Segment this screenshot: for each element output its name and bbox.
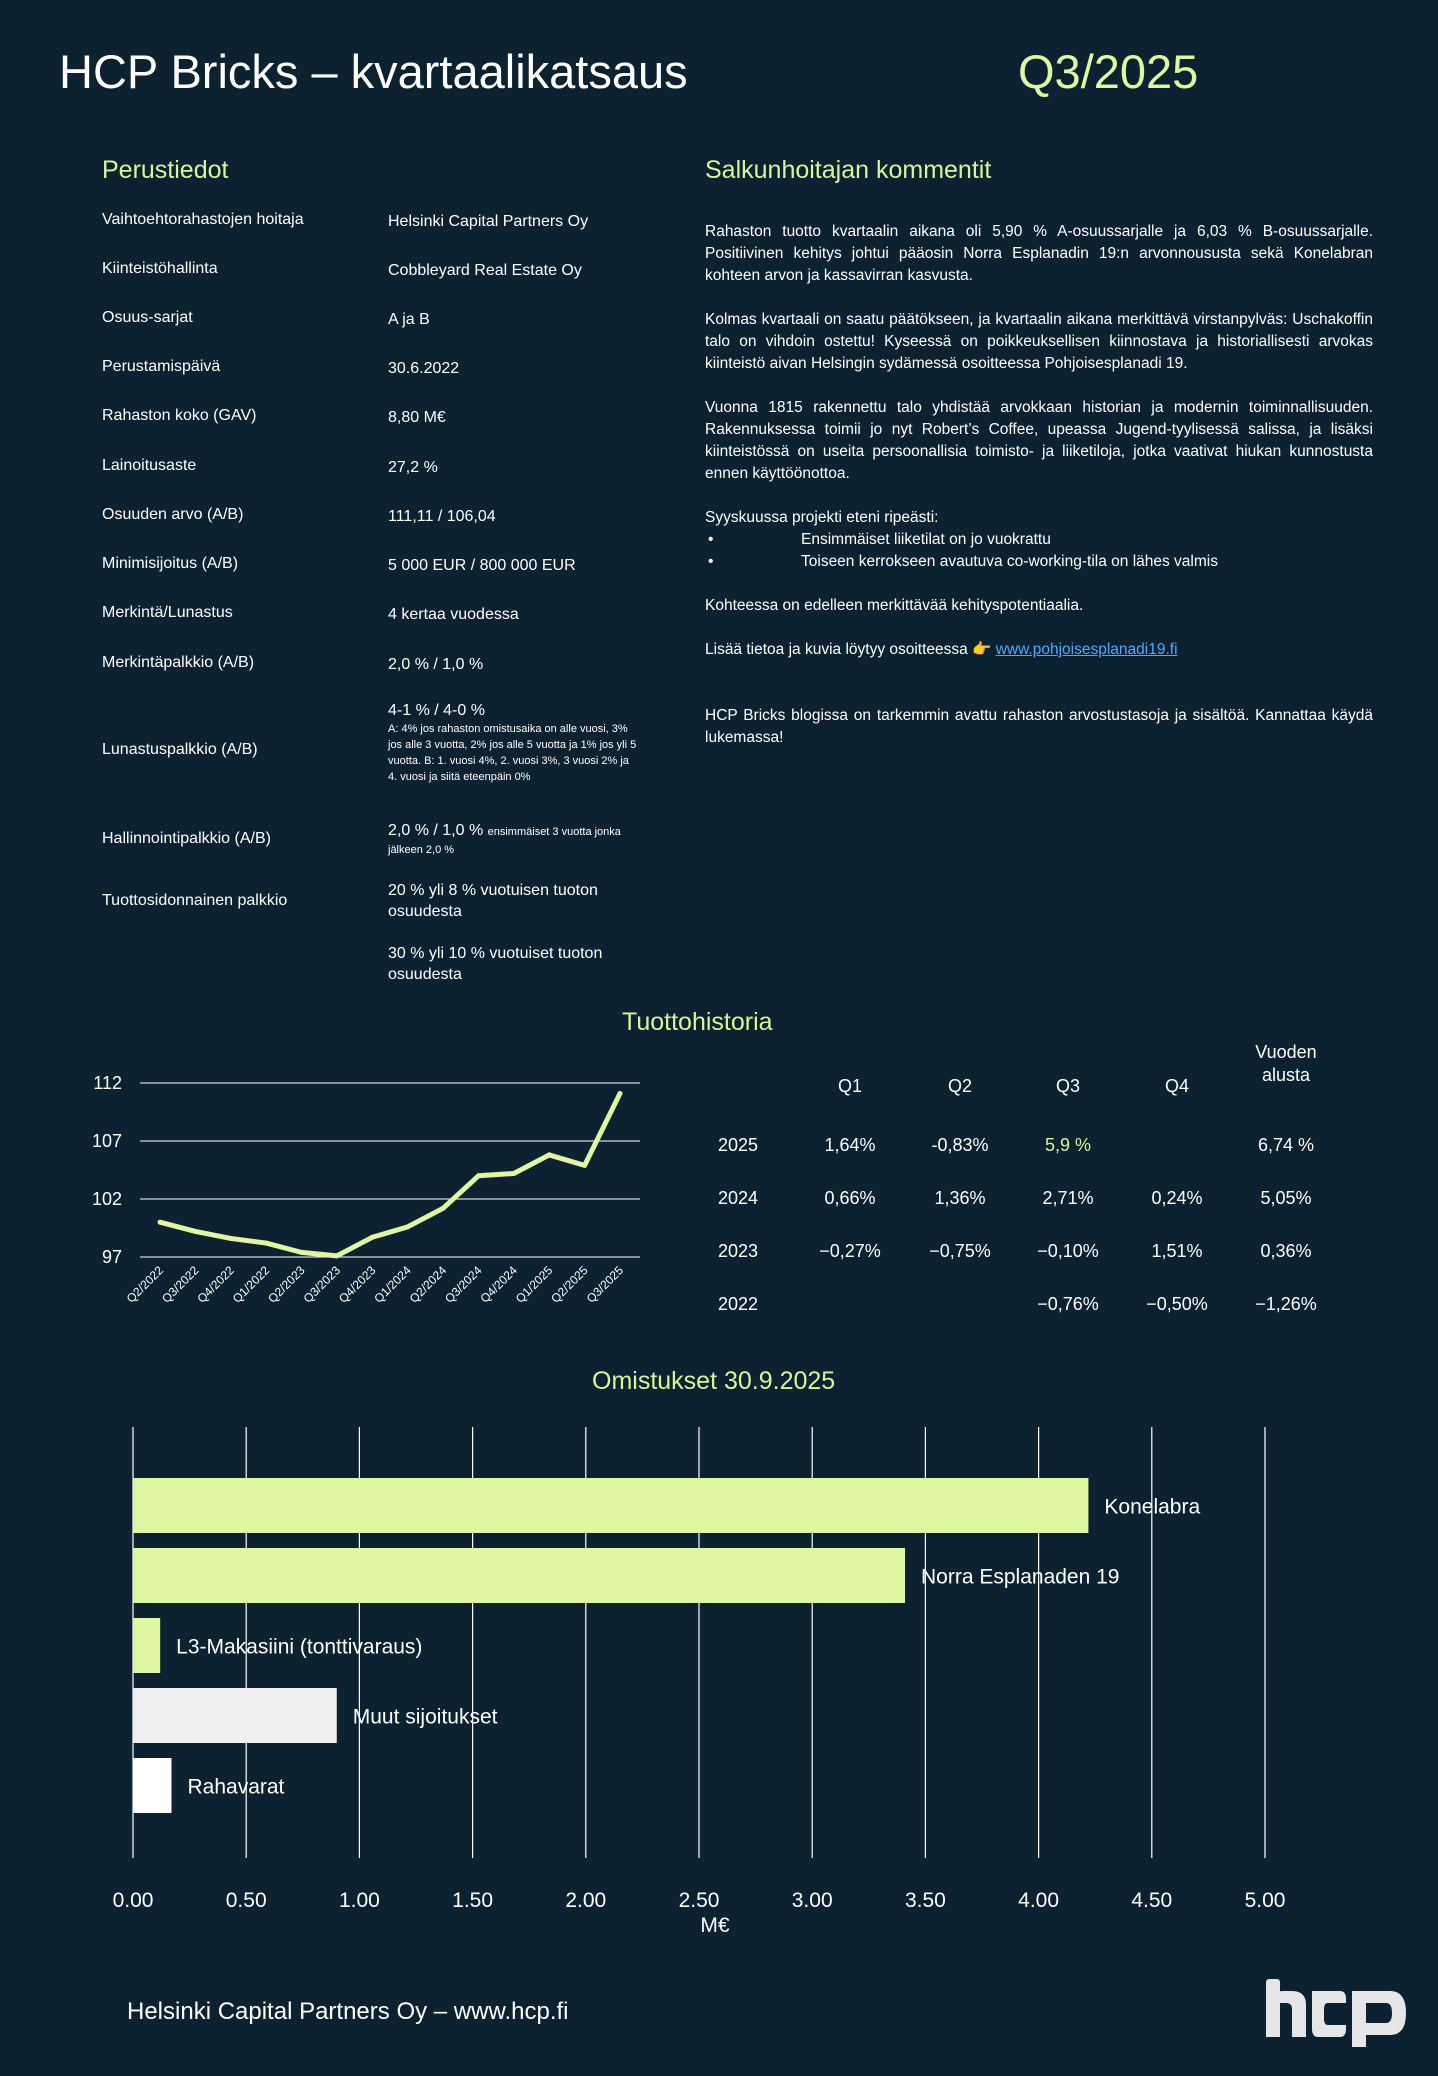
- info-value: 111,11 / 106,04: [388, 508, 496, 525]
- x-tick-label: Q3/2024: [442, 1263, 485, 1306]
- holding-bar: [133, 1618, 160, 1673]
- table-row-year: 2023: [718, 1241, 759, 1261]
- x-tick-label: 0.50: [225, 1889, 267, 1912]
- info-label: Tuottosidonnainen palkkio: [102, 892, 288, 909]
- x-tick-label: Q2/2022: [123, 1263, 167, 1306]
- footer-text: Helsinki Capital Partners Oy – www.hcp.fi: [127, 1998, 569, 2025]
- comment-paragraph: HCP Bricks blogissa on tarkemmin avattu rahaston arvostustasoja ja sisältöä. Kannattaa käydä lukemassa!: [705, 707, 1373, 746]
- table-cell: 1,51%: [1151, 1241, 1203, 1261]
- info-value: 8,80 M€: [388, 409, 446, 426]
- nav-point: [228, 1236, 233, 1241]
- table-header: Vuoden alusta: [1255, 1042, 1317, 1085]
- x-tick-label: 1.00: [338, 1889, 380, 1912]
- info-label: Perustamispäivä: [102, 358, 221, 375]
- x-tick-label: Q4/2023: [335, 1263, 379, 1306]
- x-tick-label: Q1/2025: [512, 1263, 556, 1306]
- info-label: Lainoitusaste: [102, 457, 197, 474]
- bullet-item: • Toiseen kerrokseen avautuva co-working-tila on lähes valmis: [705, 551, 1373, 573]
- table-cell: −0,27%: [819, 1241, 881, 1261]
- holding-label: Konelabra: [1104, 1495, 1201, 1519]
- nav-point: [193, 1229, 198, 1234]
- table-cell: 2,71%: [1042, 1188, 1094, 1208]
- info-label: Osuus-sarjat: [102, 309, 193, 326]
- table-cell: -0,83%: [931, 1135, 989, 1155]
- info-label: Kiinteistöhallinta: [102, 260, 218, 277]
- table-cell: 5,9 %: [1044, 1135, 1092, 1155]
- nav-point: [334, 1253, 339, 1258]
- table-row-year: 2022: [718, 1294, 759, 1314]
- x-tick-label: Q2/2024: [406, 1263, 450, 1306]
- nav-point: [441, 1206, 446, 1211]
- table-cell: −0,75%: [929, 1241, 991, 1261]
- info-label: Hallinnointipalkkio (A/B): [102, 830, 271, 847]
- table-cell: 0,24%: [1151, 1188, 1203, 1208]
- nav-point: [299, 1250, 304, 1255]
- x-tick-label: 4.50: [1131, 1889, 1173, 1912]
- table-header: Q1: [837, 1076, 862, 1096]
- x-axis-label: M€: [700, 1914, 730, 1937]
- info-value: Helsinki Capital Partners Oy: [388, 213, 589, 230]
- holdings-heading: Omistukset 30.9.2025: [592, 1367, 836, 1395]
- comments-heading: Salkunhoitajan kommentit: [705, 156, 992, 184]
- holding-bar: [133, 1688, 337, 1743]
- info-note: A: 4% jos rahaston omistusaika on alle vuosi, 3% jos alle 3 vuotta, 2% jos alle 5 vuotta ja 1% jos yli 5 vuotta. B: 1. vuosi 4%, 2. vuosi 3%, 3 vuosi 2% ja 4. vuosi ja siitä eteenpäin 0%: [388, 723, 637, 783]
- y-tick-label: 97: [101, 1247, 122, 1267]
- info-value: 2,0 % / 1,0 %: [388, 822, 484, 839]
- info-value: 2,0 % / 1,0 %: [388, 656, 484, 673]
- table-cell: −0,50%: [1146, 1294, 1208, 1314]
- table-header: Q4: [1164, 1076, 1189, 1096]
- info-value: 4-1 % / 4-0 %: [388, 702, 485, 719]
- holding-bar: [133, 1548, 905, 1603]
- table-cell: 0,36%: [1260, 1241, 1312, 1261]
- info-value: A ja B: [388, 311, 430, 328]
- x-tick-label: 2.00: [565, 1889, 607, 1912]
- page-title: HCP Bricks – kvartaalikatsaus: [59, 45, 688, 98]
- x-tick-label: Q2/2023: [265, 1263, 308, 1306]
- x-tick-label: Q3/2023: [300, 1263, 344, 1306]
- info-value: 27,2 %: [388, 459, 438, 476]
- info-note: ensimmäiset 3 vuotta jonka jälkeen 2,0 %: [388, 826, 621, 856]
- x-tick-label: 1.50: [452, 1889, 494, 1912]
- nav-line-chart: [80, 1060, 660, 1330]
- table-header: Q3: [1055, 1076, 1080, 1096]
- y-tick-label: 102: [91, 1189, 122, 1209]
- table-cell: 5,05%: [1260, 1188, 1312, 1208]
- nav-point: [158, 1220, 163, 1225]
- x-tick-label: 3.00: [791, 1889, 833, 1912]
- x-tick-label: Q3/2022: [159, 1263, 202, 1306]
- x-tick-label: 2.50: [678, 1889, 720, 1912]
- info-value: Cobbleyard Real Estate Oy: [388, 262, 582, 279]
- comment-paragraph: Kolmas kvartaali on saatu päätökseen, ja kvartaalin aikana merkittävä virstanpylväs: Uschakoffin talo on vihdoin ostettu! Kyseessä on poikkeuksellisen kiinnostava ja historiallisesti arvokas kiinteistö aivan Helsingin sydämessä osoitteessa Pohjoisesplanadi 19.: [705, 311, 1373, 372]
- table-cell: 0,66%: [824, 1188, 876, 1208]
- x-tick-label: Q1/2022: [229, 1263, 273, 1306]
- hcp-logo-icon: [1262, 1975, 1412, 2050]
- holding-label: Rahavarat: [187, 1775, 285, 1799]
- quarter-label: Q3/2025: [1018, 45, 1199, 98]
- table-cell: 6,74 %: [1257, 1135, 1315, 1155]
- holding-bar: [133, 1478, 1088, 1533]
- nav-point: [370, 1235, 375, 1240]
- x-tick-label: Q1/2024: [371, 1263, 414, 1306]
- nav-point: [511, 1171, 516, 1176]
- x-tick-label: Q2/2025: [548, 1263, 591, 1306]
- table-cell: −1,26%: [1255, 1294, 1317, 1314]
- table-row-year: 2024: [718, 1188, 759, 1208]
- table-header: Q2: [947, 1076, 972, 1096]
- basic-info-heading: Perustiedot: [102, 156, 229, 184]
- x-tick-label: 0.00: [112, 1889, 154, 1912]
- nav-point: [405, 1224, 410, 1229]
- holding-label: Norra Esplanaden 19: [921, 1565, 1120, 1589]
- holding-label: L3-Makasiini (tonttivaraus): [176, 1635, 423, 1659]
- x-tick-label: Q4/2022: [194, 1263, 237, 1306]
- bullet-icon: •: [708, 531, 714, 548]
- comment-paragraph: Syyskuussa projekti eteni ripeästi:: [705, 509, 939, 526]
- nav-point: [582, 1163, 587, 1168]
- holdings-bar-chart: [80, 1410, 1380, 1940]
- x-tick-label: 4.00: [1018, 1889, 1060, 1912]
- y-tick-label: 107: [91, 1131, 122, 1151]
- table-cell: 1,64%: [824, 1135, 876, 1155]
- info-label: Minimisijoitus (A/B): [102, 555, 239, 572]
- comment-paragraph: Kohteessa on edelleen merkittävää kehityspotentiaalia.: [705, 597, 1084, 614]
- manager-comments: [705, 221, 1373, 771]
- info-label: Lunastuspalkkio (A/B): [102, 741, 258, 758]
- info-value: 30.6.2022: [388, 360, 460, 377]
- info-label: Rahaston koko (GAV): [102, 407, 257, 424]
- info-label: Vaihtoehtorahastojen hoitaja: [102, 211, 304, 228]
- nav-series-line: [160, 1093, 620, 1255]
- nav-point: [547, 1152, 552, 1157]
- comment-paragraph: Vuonna 1815 rakennettu talo yhdistää arvokkaan historian ja modernin toiminnallisuuden. Rakennuksessa toimii jo nyt Robert’s Coffee, upeassa Jugend-tyylisessä salissa, ja lisäksi kiinteistössä on useita persoonallisia toimisto- ja liiketiloja, jotka vaativat hiukan kunnostusta ennen käyttöönottoa.: [705, 399, 1373, 482]
- returns-heading: Tuottohistoria: [622, 1008, 773, 1036]
- website-link[interactable]: www.pohjoisesplanadi19.fi: [995, 641, 1178, 658]
- x-tick-label: Q3/2025: [583, 1263, 627, 1306]
- info-label: Merkintäpalkkio (A/B): [102, 654, 255, 671]
- info-label: Osuuden arvo (A/B): [102, 506, 244, 523]
- holding-label: Muut sijoitukset: [352, 1705, 498, 1729]
- nav-point: [264, 1241, 269, 1246]
- x-tick-label: 5.00: [1244, 1889, 1286, 1912]
- x-tick-label: Q4/2024: [477, 1263, 520, 1306]
- bullet-item: • Ensimmäiset liiketilat on jo vuokrattu: [705, 529, 1373, 551]
- nav-point: [618, 1091, 623, 1096]
- info-value: 4 kertaa vuodessa: [388, 606, 519, 623]
- x-tick-label: 3.50: [904, 1889, 946, 1912]
- bullet-icon: •: [708, 553, 714, 570]
- info-label: Merkintä/Lunastus: [102, 604, 233, 621]
- table-row-year: 2025: [718, 1135, 759, 1155]
- nav-point: [476, 1173, 481, 1178]
- table-cell: 1,36%: [934, 1188, 986, 1208]
- y-tick-label: 112: [93, 1073, 122, 1093]
- info-value: 20 % yli 8 % vuotuisen tuoton osuudesta: [388, 882, 598, 920]
- table-cell: −0,10%: [1037, 1241, 1099, 1261]
- comment-paragraph: Rahaston tuotto kvartaalin aikana oli 5,90 % A-osuussarjalle ja 6,03 % B-osuussarjalle. Positiivinen kehitys johtui pääosin Norra Esplanadin 19:n arvonnoususta sekä Konelabran kohteen arvon ja kassavirran kasvusta.: [705, 223, 1373, 284]
- comment-paragraph: Lisää tietoa ja kuvia löytyy osoitteessa 👉 www.pohjoisesplanadi19.fi: [705, 641, 1178, 658]
- table-cell: −0,76%: [1037, 1294, 1099, 1314]
- holding-bar: [133, 1758, 171, 1813]
- info-value: 30 % yli 10 % vuotuiset tuoton osuudesta: [388, 945, 603, 983]
- info-value: 5 000 EUR / 800 000 EUR: [388, 557, 576, 574]
